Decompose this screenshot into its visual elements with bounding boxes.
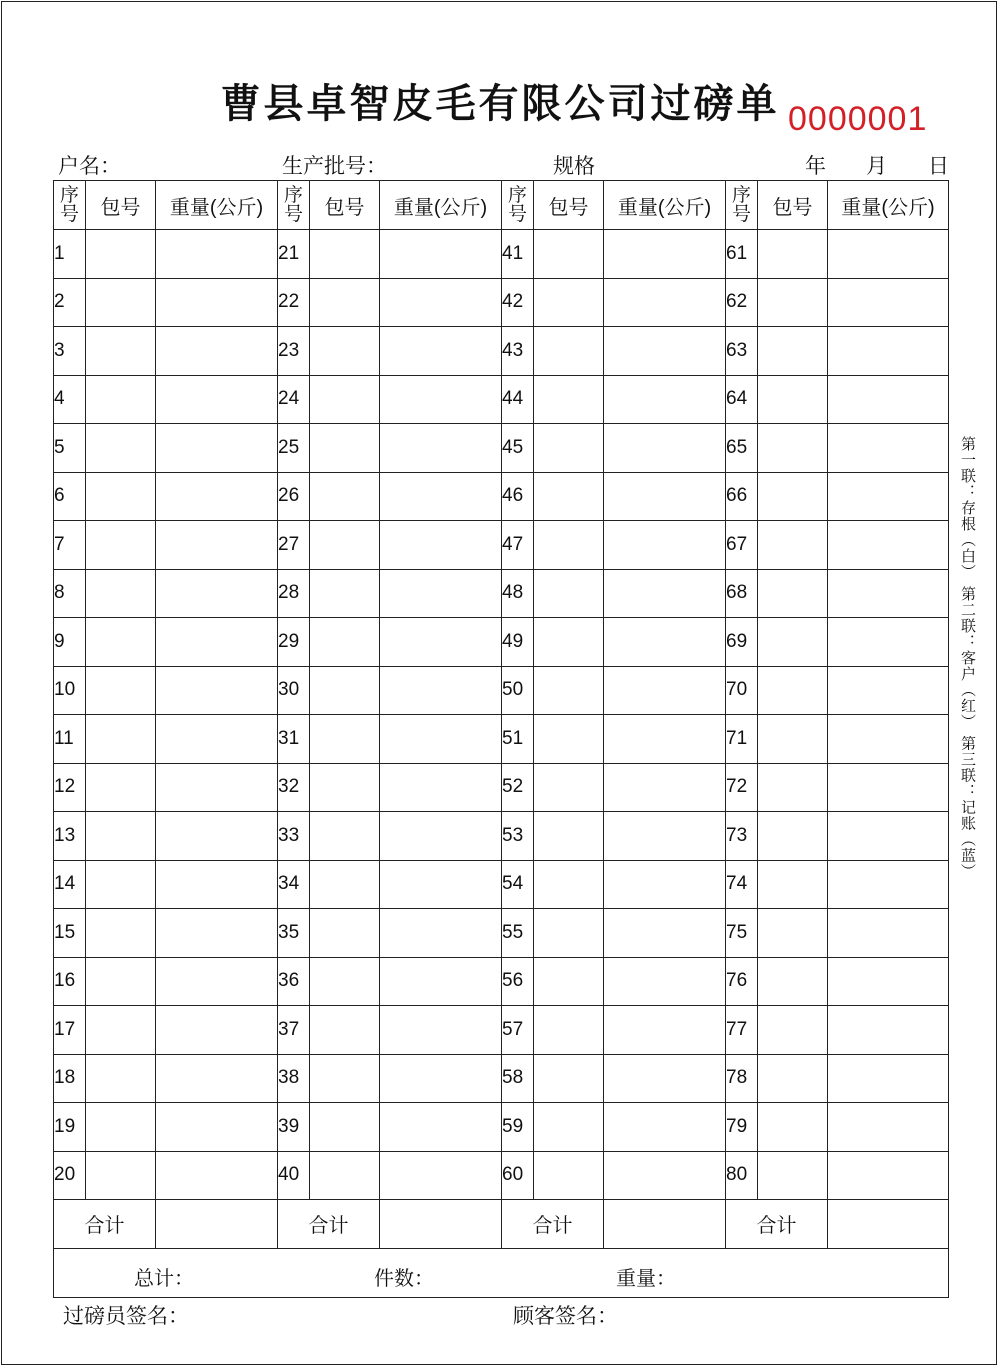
table-row	[54, 909, 949, 958]
row-number: 12	[54, 763, 86, 812]
row-number: 18	[54, 1054, 86, 1103]
weight-cell[interactable]	[380, 327, 502, 376]
bag-number-cell[interactable]	[534, 569, 604, 618]
bag-number-cell[interactable]	[86, 472, 156, 521]
bag-number-cell[interactable]	[86, 375, 156, 424]
row-number: 47	[502, 521, 534, 570]
row-number: 63	[726, 327, 758, 376]
table-row	[54, 957, 949, 1006]
bag-number-cell[interactable]	[310, 1054, 380, 1103]
bag-number-cell[interactable]	[86, 327, 156, 376]
bag-number-cell[interactable]	[86, 715, 156, 764]
row-number: 19	[54, 1103, 86, 1152]
weight-cell[interactable]	[156, 1103, 278, 1152]
row-number: 37	[278, 1006, 310, 1055]
bag-number-header: 包号	[86, 181, 156, 230]
weight-cell[interactable]	[604, 1151, 726, 1200]
row-number: 78	[726, 1054, 758, 1103]
bag-number-cell[interactable]	[534, 909, 604, 958]
subtotal-label: 合计	[502, 1200, 604, 1249]
bag-number-cell[interactable]	[758, 715, 828, 764]
weight-header: 重量(公斤)	[380, 181, 502, 230]
bag-number-cell[interactable]	[534, 1006, 604, 1055]
bag-number-cell[interactable]	[758, 909, 828, 958]
row-number: 20	[54, 1151, 86, 1200]
day-label: 日	[928, 154, 949, 178]
weight-cell[interactable]	[380, 909, 502, 958]
weight-cell[interactable]	[380, 715, 502, 764]
bag-number-cell[interactable]	[758, 1151, 828, 1200]
weight-cell[interactable]	[604, 860, 726, 909]
bag-number-header: 包号	[758, 181, 828, 230]
weight-cell[interactable]	[604, 1006, 726, 1055]
bag-number-cell[interactable]	[86, 666, 156, 715]
table-row	[54, 278, 949, 327]
row-number: 72	[726, 763, 758, 812]
subtotal-value-cell[interactable]	[380, 1200, 502, 1249]
bag-number-cell[interactable]	[758, 860, 828, 909]
bag-number-cell[interactable]	[534, 1151, 604, 1200]
row-number: 21	[278, 230, 310, 279]
bag-number-cell[interactable]	[534, 1054, 604, 1103]
bag-number-cell[interactable]	[86, 1054, 156, 1103]
pieces-label: 件数：	[374, 1267, 434, 1290]
weight-cell[interactable]	[156, 569, 278, 618]
table-row	[54, 375, 949, 424]
table-row	[54, 230, 949, 279]
spec-label: 规格	[553, 154, 595, 178]
weight-cell[interactable]	[156, 472, 278, 521]
form-title: 曹县卓智皮毛有限公司过磅单	[220, 81, 780, 127]
subtotal-label: 合计	[726, 1200, 828, 1249]
row-number: 44	[502, 375, 534, 424]
row-number: 31	[278, 715, 310, 764]
row-number: 35	[278, 909, 310, 958]
weight-header: 重量(公斤)	[156, 181, 278, 230]
bag-number-cell[interactable]	[534, 860, 604, 909]
bag-number-cell[interactable]	[534, 763, 604, 812]
weight-cell[interactable]	[828, 1103, 949, 1152]
weight-cell[interactable]	[604, 618, 726, 667]
weight-cell[interactable]	[828, 278, 949, 327]
weight-cell[interactable]	[156, 278, 278, 327]
row-number: 24	[278, 375, 310, 424]
row-number: 10	[54, 666, 86, 715]
bag-number-cell[interactable]	[310, 860, 380, 909]
weight-cell[interactable]	[380, 1151, 502, 1200]
bag-number-cell[interactable]	[310, 230, 380, 279]
bag-number-cell[interactable]	[310, 1006, 380, 1055]
bag-number-cell[interactable]	[758, 375, 828, 424]
weight-cell[interactable]	[828, 521, 949, 570]
row-number: 28	[278, 569, 310, 618]
bag-number-cell[interactable]	[310, 521, 380, 570]
weight-header: 重量(公斤)	[828, 181, 949, 230]
weigher-signature-label: 过磅员签名：	[63, 1304, 189, 1328]
weight-cell[interactable]	[604, 569, 726, 618]
bag-number-header: 包号	[310, 181, 380, 230]
row-number: 77	[726, 1006, 758, 1055]
row-number: 55	[502, 909, 534, 958]
row-number: 50	[502, 666, 534, 715]
bag-number-cell[interactable]	[534, 666, 604, 715]
weight-cell[interactable]	[380, 618, 502, 667]
row-number: 62	[726, 278, 758, 327]
weight-cell[interactable]	[380, 521, 502, 570]
weight-cell[interactable]	[828, 666, 949, 715]
weight-cell[interactable]	[156, 424, 278, 473]
bag-number-cell[interactable]	[534, 230, 604, 279]
weight-cell[interactable]	[604, 230, 726, 279]
copies-note: 第一联：存根（白） 第二联：客户（红） 第三联：记账（蓝）	[959, 436, 977, 880]
grand-total-cell	[54, 1248, 949, 1297]
weight-cell[interactable]	[380, 230, 502, 279]
bag-number-cell[interactable]	[310, 1103, 380, 1152]
weight-cell[interactable]	[604, 375, 726, 424]
bag-number-header: 包号	[534, 181, 604, 230]
row-number: 1	[54, 230, 86, 279]
table-row	[54, 1054, 949, 1103]
row-number: 61	[726, 230, 758, 279]
weight-cell[interactable]	[156, 860, 278, 909]
weight-cell[interactable]	[380, 424, 502, 473]
bag-number-cell[interactable]	[534, 375, 604, 424]
row-number: 53	[502, 812, 534, 861]
bag-number-cell[interactable]	[758, 569, 828, 618]
row-number: 74	[726, 860, 758, 909]
weight-cell[interactable]	[380, 569, 502, 618]
table-row	[54, 327, 949, 376]
row-number: 76	[726, 957, 758, 1006]
weight-cell[interactable]	[828, 375, 949, 424]
bag-number-cell[interactable]	[86, 957, 156, 1006]
bag-number-cell[interactable]	[86, 812, 156, 861]
row-number: 66	[726, 472, 758, 521]
row-number: 9	[54, 618, 86, 667]
weight-cell[interactable]	[156, 763, 278, 812]
weight-header: 重量(公斤)	[604, 181, 726, 230]
bag-number-cell[interactable]	[310, 618, 380, 667]
bag-number-cell[interactable]	[310, 569, 380, 618]
row-number: 59	[502, 1103, 534, 1152]
row-number: 16	[54, 957, 86, 1006]
row-number: 29	[278, 618, 310, 667]
weight-cell[interactable]	[604, 424, 726, 473]
bag-number-cell[interactable]	[758, 1103, 828, 1152]
table-row	[54, 521, 949, 570]
row-number: 25	[278, 424, 310, 473]
bag-number-cell[interactable]	[86, 909, 156, 958]
weight-cell[interactable]	[828, 472, 949, 521]
bag-number-cell[interactable]	[758, 230, 828, 279]
row-number: 43	[502, 327, 534, 376]
weight-cell[interactable]	[380, 278, 502, 327]
row-number: 64	[726, 375, 758, 424]
subtotal-value-cell[interactable]	[828, 1200, 949, 1249]
weight-cell[interactable]	[380, 472, 502, 521]
weight-cell[interactable]	[380, 666, 502, 715]
weight-cell[interactable]	[828, 860, 949, 909]
row-number: 38	[278, 1054, 310, 1103]
weight-cell[interactable]	[828, 230, 949, 279]
row-number: 30	[278, 666, 310, 715]
bag-number-cell[interactable]	[310, 666, 380, 715]
row-number: 4	[54, 375, 86, 424]
seq-header: 序号	[726, 181, 758, 230]
row-number: 8	[54, 569, 86, 618]
row-number: 17	[54, 1006, 86, 1055]
row-number: 7	[54, 521, 86, 570]
bag-number-cell[interactable]	[310, 327, 380, 376]
weight-cell[interactable]	[828, 327, 949, 376]
bag-number-cell[interactable]	[310, 812, 380, 861]
weight-cell[interactable]	[156, 375, 278, 424]
subtotal-label: 合计	[54, 1200, 156, 1249]
row-number: 60	[502, 1151, 534, 1200]
weight-cell[interactable]	[828, 424, 949, 473]
row-number: 34	[278, 860, 310, 909]
weight-cell[interactable]	[380, 1054, 502, 1103]
bag-number-cell[interactable]	[86, 1103, 156, 1152]
row-number: 71	[726, 715, 758, 764]
weight-cell[interactable]	[380, 812, 502, 861]
bag-number-cell[interactable]	[534, 1103, 604, 1152]
row-number: 54	[502, 860, 534, 909]
weight-cell[interactable]	[828, 763, 949, 812]
row-number: 51	[502, 715, 534, 764]
weight-cell[interactable]	[380, 763, 502, 812]
bag-number-cell[interactable]	[86, 618, 156, 667]
bag-number-cell[interactable]	[758, 666, 828, 715]
bag-number-cell[interactable]	[758, 472, 828, 521]
table-row	[54, 569, 949, 618]
weight-cell[interactable]	[156, 909, 278, 958]
bag-number-cell[interactable]	[534, 327, 604, 376]
bag-number-cell[interactable]	[758, 763, 828, 812]
batch-number-label: 生产批号：	[282, 154, 387, 178]
bag-number-cell[interactable]	[86, 230, 156, 279]
bag-number-cell[interactable]	[86, 763, 156, 812]
row-number: 11	[54, 715, 86, 764]
row-number: 65	[726, 424, 758, 473]
row-number: 23	[278, 327, 310, 376]
weight-cell[interactable]	[828, 618, 949, 667]
bag-number-cell[interactable]	[758, 327, 828, 376]
bag-number-cell[interactable]	[758, 521, 828, 570]
total-label: 总计：	[134, 1267, 194, 1290]
weight-cell[interactable]	[156, 521, 278, 570]
bag-number-cell[interactable]	[758, 1054, 828, 1103]
weight-cell[interactable]	[156, 1006, 278, 1055]
customer-signature-label: 顾客签名：	[513, 1304, 618, 1328]
row-number: 39	[278, 1103, 310, 1152]
bag-number-cell[interactable]	[758, 424, 828, 473]
bag-number-cell[interactable]	[534, 812, 604, 861]
subtotal-row	[54, 1200, 949, 1249]
row-number: 68	[726, 569, 758, 618]
bag-number-cell[interactable]	[310, 1151, 380, 1200]
weight-cell[interactable]	[828, 909, 949, 958]
bag-number-cell[interactable]	[310, 278, 380, 327]
seq-header: 序号	[502, 181, 534, 230]
bag-number-cell[interactable]	[310, 424, 380, 473]
table-row	[54, 1006, 949, 1055]
row-number: 15	[54, 909, 86, 958]
bag-number-cell[interactable]	[758, 278, 828, 327]
table-row	[54, 860, 949, 909]
bag-number-cell[interactable]	[310, 715, 380, 764]
row-number: 58	[502, 1054, 534, 1103]
row-number: 46	[502, 472, 534, 521]
weight-cell[interactable]	[828, 812, 949, 861]
row-number: 79	[726, 1103, 758, 1152]
weight-cell[interactable]	[156, 666, 278, 715]
row-number: 45	[502, 424, 534, 473]
bag-number-cell[interactable]	[758, 812, 828, 861]
row-number: 42	[502, 278, 534, 327]
weight-cell[interactable]	[828, 1151, 949, 1200]
weight-cell[interactable]	[604, 1103, 726, 1152]
row-number: 3	[54, 327, 86, 376]
weighing-table	[53, 180, 949, 1298]
bag-number-cell[interactable]	[534, 472, 604, 521]
weight-cell[interactable]	[604, 909, 726, 958]
weight-cell[interactable]	[156, 957, 278, 1006]
table-row	[54, 618, 949, 667]
table-row	[54, 1151, 949, 1200]
row-number: 52	[502, 763, 534, 812]
bag-number-cell[interactable]	[758, 957, 828, 1006]
weight-cell[interactable]	[156, 1151, 278, 1200]
row-number: 36	[278, 957, 310, 1006]
table-row	[54, 812, 949, 861]
bag-number-cell[interactable]	[534, 715, 604, 764]
row-number: 6	[54, 472, 86, 521]
bag-number-cell[interactable]	[86, 860, 156, 909]
weight-cell[interactable]	[156, 1054, 278, 1103]
bag-number-cell[interactable]	[758, 1006, 828, 1055]
row-number: 56	[502, 957, 534, 1006]
month-label: 月	[866, 154, 887, 178]
row-number: 57	[502, 1006, 534, 1055]
row-number: 26	[278, 472, 310, 521]
weight-cell[interactable]	[604, 1054, 726, 1103]
bag-number-cell[interactable]	[534, 957, 604, 1006]
weight-cell[interactable]	[604, 521, 726, 570]
serial-number: 0000001	[788, 100, 928, 138]
weight-cell[interactable]	[156, 230, 278, 279]
seq-header: 序号	[54, 181, 86, 230]
weight-cell[interactable]	[604, 327, 726, 376]
weight-cell[interactable]	[156, 327, 278, 376]
weight-cell[interactable]	[828, 1054, 949, 1103]
row-number: 80	[726, 1151, 758, 1200]
table-row	[54, 666, 949, 715]
weight-cell[interactable]	[156, 715, 278, 764]
total-weight-label: 重量：	[616, 1267, 676, 1290]
bag-number-cell[interactable]	[86, 569, 156, 618]
bag-number-cell[interactable]	[86, 278, 156, 327]
row-number: 14	[54, 860, 86, 909]
weight-cell[interactable]	[604, 278, 726, 327]
table-row	[54, 1103, 949, 1152]
weight-cell[interactable]	[604, 812, 726, 861]
table-header-row	[54, 181, 949, 230]
bag-number-cell[interactable]	[534, 618, 604, 667]
row-number: 5	[54, 424, 86, 473]
weight-cell[interactable]	[156, 618, 278, 667]
row-number: 27	[278, 521, 310, 570]
weight-cell[interactable]	[604, 715, 726, 764]
row-number: 13	[54, 812, 86, 861]
row-number: 75	[726, 909, 758, 958]
weight-cell[interactable]	[380, 1006, 502, 1055]
row-number: 73	[726, 812, 758, 861]
subtotal-value-cell[interactable]	[156, 1200, 278, 1249]
table-row	[54, 424, 949, 473]
weight-cell[interactable]	[604, 957, 726, 1006]
row-number: 2	[54, 278, 86, 327]
row-number: 49	[502, 618, 534, 667]
row-number: 70	[726, 666, 758, 715]
bag-number-cell[interactable]	[310, 957, 380, 1006]
weight-cell[interactable]	[380, 375, 502, 424]
bag-number-cell[interactable]	[534, 521, 604, 570]
bag-number-cell[interactable]	[758, 618, 828, 667]
weight-cell[interactable]	[828, 715, 949, 764]
weight-cell[interactable]	[380, 957, 502, 1006]
grand-total-row	[54, 1248, 949, 1297]
row-number: 48	[502, 569, 534, 618]
customer-name-label: 户名：	[58, 154, 121, 178]
row-number: 32	[278, 763, 310, 812]
bag-number-cell[interactable]	[310, 763, 380, 812]
row-number: 33	[278, 812, 310, 861]
subtotal-label: 合计	[278, 1200, 380, 1249]
weight-cell[interactable]	[604, 763, 726, 812]
bag-number-cell[interactable]	[86, 1006, 156, 1055]
weight-cell[interactable]	[828, 569, 949, 618]
bag-number-cell[interactable]	[86, 521, 156, 570]
weight-cell[interactable]	[828, 957, 949, 1006]
row-number: 67	[726, 521, 758, 570]
weight-cell[interactable]	[604, 472, 726, 521]
weight-cell[interactable]	[156, 812, 278, 861]
bag-number-cell[interactable]	[310, 375, 380, 424]
year-label: 年	[805, 154, 826, 178]
subtotal-value-cell[interactable]	[604, 1200, 726, 1249]
row-number: 22	[278, 278, 310, 327]
weight-cell[interactable]	[828, 1006, 949, 1055]
weight-cell[interactable]	[604, 666, 726, 715]
bag-number-cell[interactable]	[310, 472, 380, 521]
row-number: 40	[278, 1151, 310, 1200]
weight-cell[interactable]	[380, 1103, 502, 1152]
row-number: 69	[726, 618, 758, 667]
weight-cell[interactable]	[380, 860, 502, 909]
row-number: 41	[502, 230, 534, 279]
bag-number-cell[interactable]	[534, 278, 604, 327]
bag-number-cell[interactable]	[534, 424, 604, 473]
table-row	[54, 472, 949, 521]
seq-header: 序号	[278, 181, 310, 230]
table-row	[54, 763, 949, 812]
bag-number-cell[interactable]	[86, 1151, 156, 1200]
bag-number-cell[interactable]	[86, 424, 156, 473]
bag-number-cell[interactable]	[310, 909, 380, 958]
table-row	[54, 715, 949, 764]
